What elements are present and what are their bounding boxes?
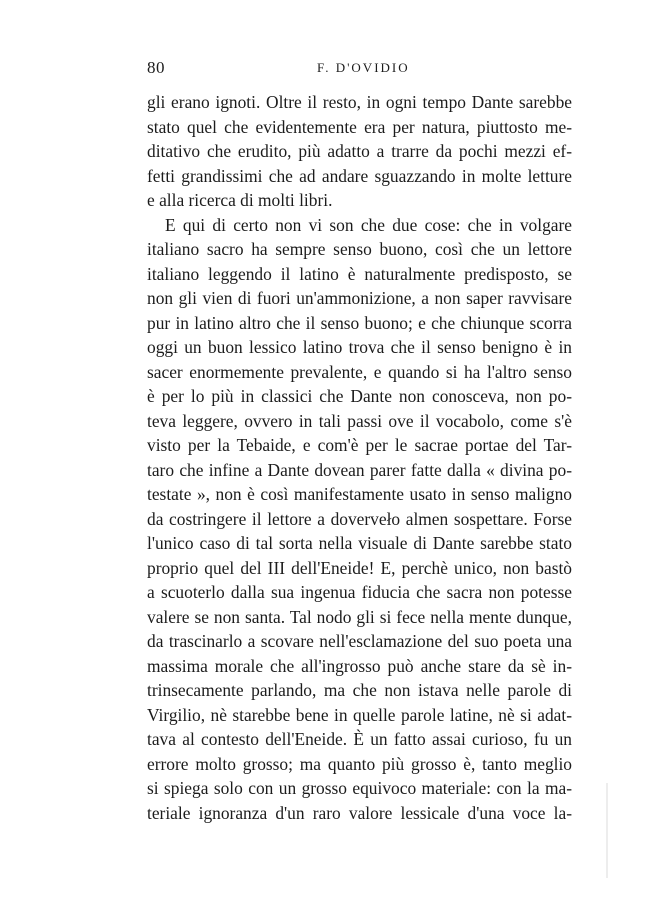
paragraph-start: E qui di certo non vi son che due cose: che in volgare xyxy=(165,214,572,235)
text-line: gli erano ignoti. Oltre il resto, in ogni tempo Dante sarebbe xyxy=(147,92,572,112)
page-header xyxy=(147,58,572,82)
page-number: 80 xyxy=(147,58,165,77)
text-line: l'unico caso di tal sorta nella visuale di Dante sarebbe stato xyxy=(147,533,572,553)
text-line: teva leggere, ovvero in tali passi ove il vocabolo, come s'è xyxy=(147,410,572,431)
body-text xyxy=(147,90,572,825)
text-line: proprio quel del III dell'Eneide! E, perchè unico, non bastò xyxy=(147,557,572,578)
text-line: non gli vien di fuori un'ammonizione, a non saper ravvisare xyxy=(147,288,572,308)
text-line: e alla ricerca di molti libri. xyxy=(147,190,333,210)
text-line: italiano sacro ha sempre senso buono, così che un lettore xyxy=(147,239,572,259)
text-line: valere se non santa. Tal nodo gli si fece nella mente dunque, xyxy=(147,606,572,627)
text-line: errore molto grosso; ma quanto più grosso è, tanto meglio xyxy=(147,753,572,774)
text-line: ditativo che erudito, più adatto a trarre da pochi mezzi ef- xyxy=(147,141,572,161)
text-line: teriale ignoranza d'un raro valore lessicale d'una voce la- xyxy=(147,802,572,823)
text-line: sacer enormemente prevalente, e quando si ha l'altro senso xyxy=(147,361,572,382)
text-line: fetti grandissimi che ad andare sguazzando in molte letture xyxy=(147,165,572,186)
text-line: taro che infine a Dante dovean parer fatte dalla « divina po- xyxy=(147,459,572,480)
scan-shadow-divider xyxy=(606,783,608,878)
text-line: è per lo più in classici che Dante non conosceva, non po- xyxy=(147,386,572,406)
text-line: da costringere il lettore a doverveło almen sospettare. Forse xyxy=(147,508,572,529)
text-line: trinsecamente parlando, ma che non istava nelle parole di xyxy=(147,680,572,700)
text-line: italiano leggendo il latino è naturalmente predisposto, se xyxy=(147,263,572,284)
running-head: F. D'OVIDIO xyxy=(317,60,410,75)
text-line: massima morale che all'ingrosso può anche stare da sè in- xyxy=(147,655,572,676)
text-line: pur in latino altro che il senso buono; e che chiunque scorra xyxy=(147,312,572,333)
text-line: oggi un buon lessico latino trova che il senso benigno è in xyxy=(147,337,572,357)
text-line: testate », non è così manifestamente usato in senso maligno xyxy=(147,484,572,504)
text-line: si spiega solo con un grosso equivoco materiale: con la ma- xyxy=(147,778,572,798)
text-line: stato quel che evidentemente era per natura, piuttosto me- xyxy=(147,116,572,137)
text-line: da trascinarlo a scovare nell'esclamazione del suo poeta una xyxy=(147,631,572,651)
text-line: visto per la Tebaide, e com'è per le sacrae portae del Tar- xyxy=(147,435,572,455)
text-line: a scuoterlo dalla sua ingenua fiducia che sacra non potesse xyxy=(147,582,572,602)
text-line: tava al contesto dell'Eneide. È un fatto assai curioso, fu un xyxy=(147,729,572,749)
text-line: Virgilio, nè starebbe bene in quelle parole latine, nè si adat- xyxy=(147,704,572,725)
